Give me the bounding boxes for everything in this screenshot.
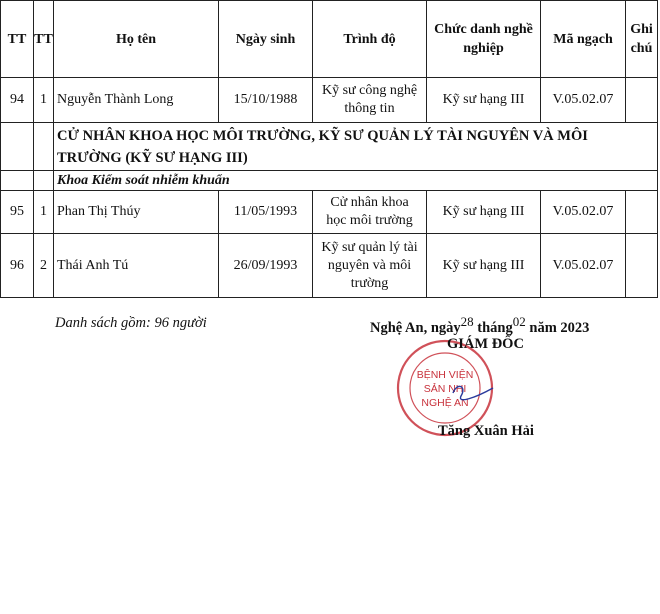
row-note — [626, 234, 658, 298]
row-name: Thái Anh Tú — [54, 234, 219, 298]
header-name: Họ tên — [54, 1, 219, 78]
header-note — [626, 1, 658, 78]
section-heading — [54, 123, 658, 171]
section-row — [1, 123, 658, 171]
row-tt: 94 — [1, 78, 34, 123]
row-level-line: Kỹ sư công nghệ — [321, 83, 418, 98]
row-dob: 11/05/1993 — [219, 191, 313, 234]
department-empty-cell — [34, 171, 54, 191]
row-level-line: thông tin — [344, 101, 395, 116]
section-heading-line1: CỬ NHÂN KHOA HỌC MÔI TRƯỜNG, KỸ SƯ QUẢN LÝ TÀI NGUYÊN VÀ MÔI — [57, 127, 588, 144]
date-place: Nghệ An, ngày — [370, 320, 461, 336]
row-code: V.05.02.07 — [541, 191, 626, 234]
row-level-line: trường — [350, 275, 389, 291]
header-tt-sub: TT — [34, 1, 54, 78]
header-code: Mã ngạch — [541, 1, 626, 78]
row-title: Kỹ sư hạng III — [427, 78, 541, 123]
header-note-line1: Ghi — [630, 22, 653, 37]
table-row — [1, 191, 658, 234]
row-sub: 1 — [34, 78, 54, 123]
row-note — [626, 78, 658, 123]
section-empty-cell — [34, 123, 54, 171]
row-level — [313, 234, 427, 298]
table-row — [1, 234, 658, 298]
row-name: Nguyễn Thành Long — [54, 78, 219, 123]
row-dob: 15/10/1988 — [219, 78, 313, 123]
header-tt: TT — [1, 1, 34, 78]
stamp-line3: NGHỆ AN — [421, 397, 469, 409]
row-sub: 2 — [34, 234, 54, 298]
date-year: năm 2023 — [529, 320, 590, 336]
row-level-line: Kỹ sư quản lý tài — [321, 239, 418, 255]
row-level-line: Cử nhân khoa — [330, 195, 409, 210]
row-level — [313, 78, 427, 123]
date-month-word: tháng — [477, 320, 513, 336]
row-sub: 1 — [34, 191, 54, 234]
director-title: GIÁM ĐỐC — [447, 336, 524, 352]
header-title-line1: Chức danh nghề — [434, 22, 533, 37]
section-empty-cell — [1, 123, 34, 171]
header-title — [427, 1, 541, 78]
row-level-line: nguyên và môi — [327, 257, 412, 273]
department-row — [1, 171, 658, 191]
row-code: V.05.02.07 — [541, 234, 626, 298]
section-heading-line2: TRƯỜNG (KỸ SƯ HẠNG III) — [57, 149, 248, 166]
header-dob: Ngày sinh — [219, 1, 313, 78]
row-dob: 26/09/1993 — [219, 234, 313, 298]
row-tt: 96 — [1, 234, 34, 298]
header-note-line2: chú — [630, 41, 653, 56]
header-title-line2: nghiệp — [463, 41, 504, 56]
date-line — [370, 314, 589, 337]
date-day: 28 — [460, 314, 474, 329]
row-level — [313, 191, 427, 234]
row-title: Kỹ sư hạng III — [427, 191, 541, 234]
department-empty-cell — [1, 171, 34, 191]
row-note — [626, 191, 658, 234]
table-row — [1, 78, 658, 123]
stamp-line2: SẢN NHI — [423, 383, 467, 395]
row-code: V.05.02.07 — [541, 78, 626, 123]
header-row — [1, 1, 658, 78]
date-month: 02 — [512, 314, 526, 329]
staff-count: Danh sách gồm: 96 người — [55, 315, 207, 331]
row-title: Kỹ sư hạng III — [427, 234, 541, 298]
staff-table — [0, 0, 658, 298]
header-level: Trình độ — [313, 1, 427, 78]
row-tt: 95 — [1, 191, 34, 234]
department-heading: Khoa Kiểm soát nhiễm khuẩn — [54, 171, 658, 191]
stamp-line1: BỆNH VIỆN — [416, 369, 474, 381]
row-level-line: học môi trường — [326, 213, 413, 228]
signer-name: Tăng Xuân Hải — [438, 423, 534, 439]
row-name: Phan Thị Thúy — [54, 191, 219, 234]
